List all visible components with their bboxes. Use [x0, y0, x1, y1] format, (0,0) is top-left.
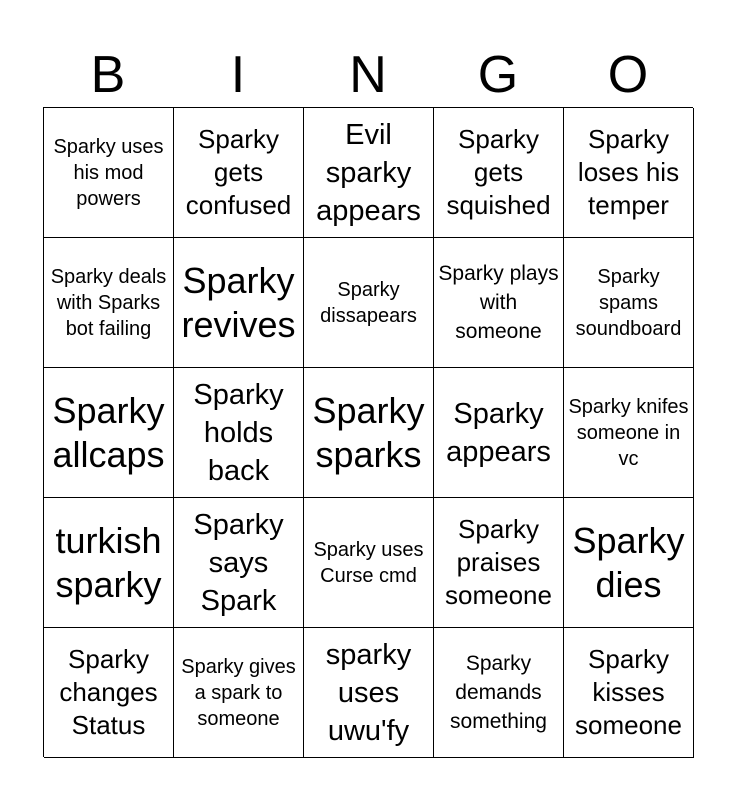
bingo-cell[interactable]	[174, 238, 304, 368]
cell-text: Sparky sparks	[312, 389, 425, 475]
header-letter-b: B	[90, 46, 126, 104]
cell-text: Sparky appears	[446, 397, 551, 468]
cell-text: Sparky gives a spark to someone	[181, 655, 296, 730]
bingo-cell[interactable]	[174, 628, 304, 758]
cell-text: Evil sparky appears	[316, 118, 421, 227]
cell-text: Sparky uses his mod powers	[53, 135, 164, 210]
bingo-cell[interactable]	[304, 238, 434, 368]
cell-text: Sparky demands something	[450, 652, 547, 733]
bingo-cell[interactable]	[44, 628, 174, 758]
cell-text: Sparky praises someone	[445, 514, 552, 610]
cell-text: Sparky spams soundboard	[575, 265, 682, 340]
cell-text: Sparky knifes someone in vc	[568, 395, 689, 470]
cell-text: Sparky kisses someone	[575, 644, 682, 740]
header-letter-o: O	[607, 46, 649, 104]
cell-text: Sparky dies	[572, 519, 685, 605]
cell-text: Sparky plays with someone	[438, 262, 559, 343]
cell-text: Sparky gets squished	[446, 124, 551, 220]
bingo-cell[interactable]	[564, 238, 694, 368]
bingo-cell[interactable]	[434, 628, 564, 758]
bingo-cell[interactable]	[304, 108, 434, 238]
header-letter-g: G	[477, 46, 519, 104]
bingo-cell[interactable]	[434, 238, 564, 368]
bingo-cell[interactable]	[434, 498, 564, 628]
bingo-cell[interactable]	[304, 368, 434, 498]
bingo-cell[interactable]	[564, 628, 694, 758]
bingo-cell[interactable]	[44, 368, 174, 498]
cell-text: Sparky revives	[181, 259, 296, 345]
cell-text: Sparky deals with Sparks bot failing	[50, 265, 167, 340]
bingo-header	[43, 44, 693, 106]
bingo-grid	[43, 107, 693, 757]
cell-text: Sparky says Spark	[193, 508, 284, 617]
cell-text: Sparky loses his temper	[577, 124, 680, 220]
cell-text: Sparky changes Status	[59, 644, 158, 740]
cell-text: Sparky gets confused	[185, 124, 292, 220]
header-letter-n: N	[349, 46, 387, 104]
header-letter-i: I	[230, 46, 246, 104]
cell-text: Sparky allcaps	[52, 389, 165, 475]
cell-text: Sparky holds back	[193, 378, 284, 487]
bingo-cell[interactable]	[44, 108, 174, 238]
bingo-cell[interactable]	[564, 368, 694, 498]
bingo-cell[interactable]	[44, 498, 174, 628]
bingo-cell[interactable]	[174, 368, 304, 498]
bingo-cell[interactable]	[304, 628, 434, 758]
bingo-cell[interactable]	[174, 498, 304, 628]
bingo-cell[interactable]	[304, 498, 434, 628]
bingo-cell[interactable]	[564, 108, 694, 238]
bingo-cell[interactable]	[434, 368, 564, 498]
cell-text: turkish sparky	[55, 519, 162, 605]
bingo-cell[interactable]	[564, 498, 694, 628]
bingo-cell[interactable]	[174, 108, 304, 238]
cell-text: Sparky dissapears	[320, 278, 417, 327]
bingo-cell[interactable]	[44, 238, 174, 368]
bingo-cell[interactable]	[434, 108, 564, 238]
cell-text: Sparky uses Curse cmd	[313, 538, 424, 587]
cell-text: sparky uses uwu'fy	[325, 638, 412, 747]
